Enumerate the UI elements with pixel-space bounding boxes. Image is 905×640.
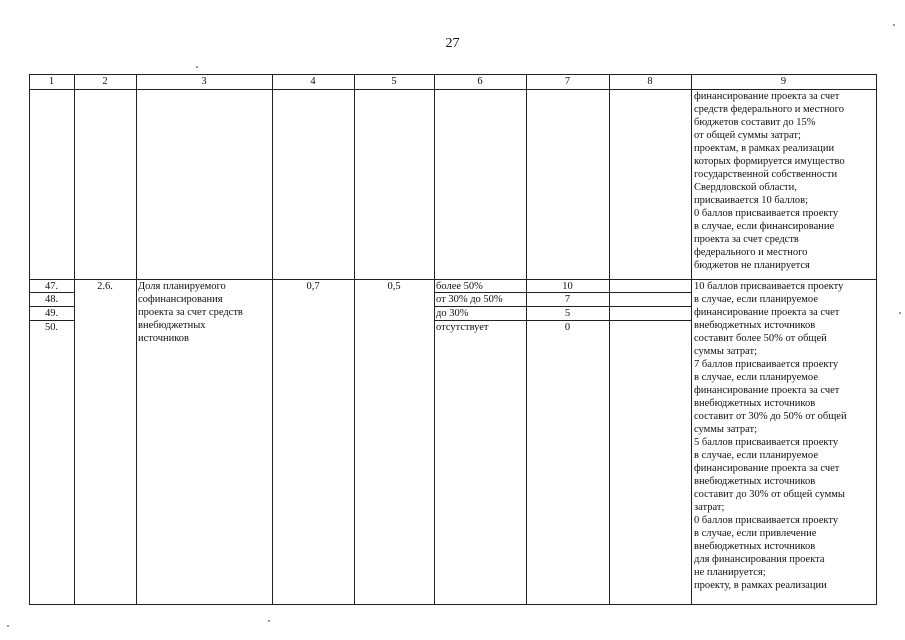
criterion-name <box>138 280 272 345</box>
text-line: государственной собственности <box>694 169 838 180</box>
criterion-name-line: софинансирования <box>138 294 223 305</box>
scan-speck <box>7 625 9 627</box>
score-48: 7 <box>564 294 571 305</box>
text-line: Свердловской области, <box>694 182 797 193</box>
score-49: 5 <box>564 308 571 319</box>
header-cell-9: 9 <box>780 76 787 87</box>
scan-speck <box>268 620 270 622</box>
description-line: проекту, в рамках реализации <box>694 580 827 591</box>
description-line: составит до 30% от общей суммы <box>694 489 845 500</box>
text-line: 0 баллов присваивается проекту <box>694 208 839 219</box>
header-cell-8: 8 <box>647 76 653 87</box>
score-47: 10 <box>562 281 573 292</box>
criterion-code: 2.6. <box>97 281 113 292</box>
header-cell-6: 6 <box>477 76 483 87</box>
header-cell-1: 1 <box>48 76 55 87</box>
scan-speck <box>893 24 895 26</box>
header-cell-4: 4 <box>310 76 316 87</box>
text-line: от общей суммы затрат; <box>694 130 801 141</box>
score-50: 0 <box>564 322 571 333</box>
column-divider <box>434 74 435 605</box>
criterion-name-line: Доля планируемого <box>138 281 226 292</box>
text-line: в случае, если финансирование <box>694 221 835 232</box>
text-line: бюджетов не планируется <box>694 260 810 271</box>
text-line: бюджетов составит до 15% <box>694 117 816 128</box>
header-cell-2: 2 <box>102 76 108 87</box>
criterion-name-line: проекта за счет средств <box>138 307 243 318</box>
description-line: 7 баллов присваивается проекту <box>694 359 839 370</box>
description-line: 0 баллов присваивается проекту <box>694 515 839 526</box>
condition-50: отсутствует <box>436 322 489 333</box>
description-line: суммы затрат; <box>694 346 757 357</box>
description-line: внебюджетных источников <box>694 476 816 487</box>
description-line: финансирование проекта за счет <box>694 385 840 396</box>
page-number: 27 <box>445 36 460 51</box>
description-line: финансирование проекта за счет <box>694 463 840 474</box>
description-line: внебюджетных источников <box>694 320 816 331</box>
description-line: 5 баллов присваивается проекту <box>694 437 839 448</box>
text-line: средств федерального и местного <box>694 104 844 115</box>
header-cell-7: 7 <box>564 76 571 87</box>
description-line: для финансирования проекта <box>694 554 825 565</box>
column-divider <box>691 74 692 605</box>
description-line: в случае, если планируемое <box>694 294 818 305</box>
text-line: федерального и местного <box>694 247 808 258</box>
description-line: затрат; <box>694 502 725 513</box>
column-divider <box>74 74 75 605</box>
description-line: суммы затрат; <box>694 424 757 435</box>
text-line: проекта за счет средств <box>694 234 799 245</box>
criteria-table <box>29 74 877 605</box>
scan-speck <box>196 66 198 68</box>
column-divider <box>354 74 355 605</box>
criterion-col4-value: 0,7 <box>306 281 320 292</box>
scan-speck <box>899 312 901 314</box>
description-line: внебюджетных источников <box>694 398 816 409</box>
row-number-47: 47. <box>44 281 59 292</box>
table-border-bottom <box>29 604 877 605</box>
table-border-right <box>876 74 877 605</box>
description-line: не планируется; <box>694 567 766 578</box>
description-line: составит от 30% до 50% от общей <box>694 411 847 422</box>
description-line: в случае, если привлечение <box>694 528 817 539</box>
column-divider <box>609 74 610 605</box>
description-line: в случае, если планируемое <box>694 372 818 383</box>
text-line: финансирование проекта за счет <box>694 91 840 102</box>
header-cell-5: 5 <box>391 76 397 87</box>
description-line: в случае, если планируемое <box>694 450 818 461</box>
criterion-name-line: источников <box>138 333 190 344</box>
column-divider <box>272 74 273 605</box>
table-border-top <box>29 74 877 75</box>
condition-47: более 50% <box>436 281 483 292</box>
description-line: составит более 50% от общей <box>694 333 827 344</box>
column-divider <box>526 74 527 605</box>
criterion-description <box>694 280 876 592</box>
description-line: внебюджетных источников <box>694 541 816 552</box>
text-line: проектам, в рамках реализации <box>694 143 835 154</box>
condition-49: до 30% <box>436 308 469 319</box>
description-line: 10 баллов присваивается проекту <box>694 281 844 292</box>
text-line: присваивается 10 баллов; <box>694 195 809 206</box>
row-number-50: 50. <box>44 322 59 333</box>
criterion-name-line: внебюджетных <box>138 320 206 331</box>
continuation-text <box>694 90 876 272</box>
text-line: которых формируется имущество <box>694 156 845 167</box>
column-divider <box>136 74 137 605</box>
table-border-left <box>29 74 30 605</box>
condition-48: от 30% до 50% <box>436 294 503 305</box>
row-number-48: 48. <box>44 294 59 305</box>
description-line: финансирование проекта за счет <box>694 307 840 318</box>
row-number-49: 49. <box>44 308 59 319</box>
criterion-col5-value: 0,5 <box>387 281 401 292</box>
header-cell-3: 3 <box>201 76 207 87</box>
